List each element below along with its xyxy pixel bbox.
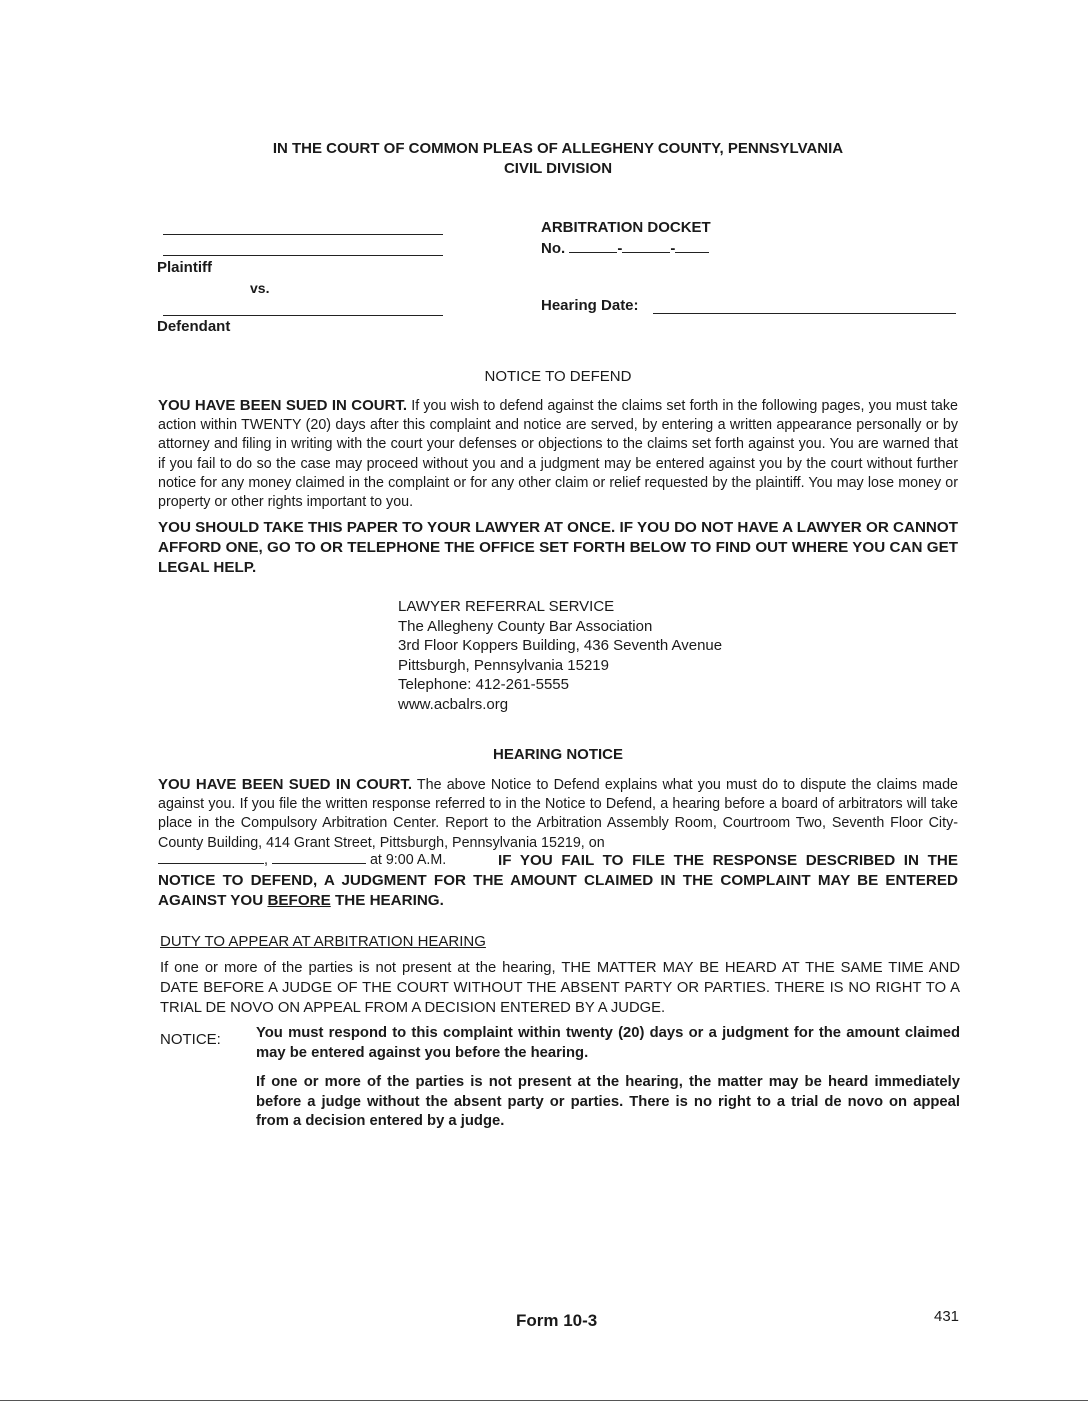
defendant-label: Defendant [157,318,231,335]
hearing-warning-before: BEFORE [267,892,331,909]
notice-body-text: If you wish to defend against the claims set forth in the following pages, you must take action within TWENTY (20) days after this complaint and notice are served, by entering a written appearance personally or by attorney and filing in writing with the court your defenses or objections to the claims set forth against you. You are warned that if you fail to do so the case may proceed without you and a judgment may be entered against you by the court without further notice for any money claimed in the complaint or for any other claim or relief requested by the plaintiff. You may lose money or property or other rights important to you. [158,398,958,511]
notice-para-2: If one or more of the parties is not present at the hearing, the matter may be heard immediately before a judge without the absent party or parties. There is no right to a trial de novo on appeal from a decision entered by a judge. [256,1074,960,1129]
referral-phone: Telephone: 412-261-5555 [398,676,569,694]
notice-to-defend-body [158,396,958,512]
hearing-warning-part1: IF YOU FAIL TO FILE THE RESPONSE DESCRIBED IN THE NOTICE TO DEFEND, A JUDGMENT FOR THE AMOUNT CLAIMED IN THE COMPLAINT MAY BE ENTERED AGAINST YOU [158,852,958,909]
hearing-lead: YOU HAVE BEEN SUED IN COURT. [158,776,413,793]
notice-lead: YOU HAVE BEEN SUED IN COURT. [158,397,408,414]
duty-title: DUTY TO APPEAR AT ARBITRATION HEARING [160,933,486,950]
court-division: CIVIL DIVISION [503,160,613,177]
hearing-date-label: Hearing Date: [541,297,639,314]
duty-body [160,958,960,1018]
duty-body-lead: If one or more of the parties is not present at the hearing, [160,960,556,976]
referral-street: 3rd Floor Koppers Building, 436 Seventh Avenue [398,637,723,655]
notice-para-1: You must respond to this complaint within twenty (20) days or a judgment for the amount claimed may be entered against you before the hearing. [256,1025,960,1061]
referral-org: The Allegheny County Bar Association [398,617,653,635]
docket-field-1[interactable] [569,240,617,253]
referral-address [398,597,722,715]
hearing-comma: , [264,852,268,868]
page-number: 431 [934,1308,960,1325]
docket-sep-2: - [670,240,676,257]
docket-number [541,240,709,257]
hearing-date-line[interactable] [653,313,956,314]
docket-field-2[interactable] [622,240,670,253]
plaintiff-line-1[interactable] [163,234,443,235]
referral-name: LAWYER REFERRAL SERVICE [398,598,615,615]
docket-sep-1: - [617,240,623,257]
vs-label: vs. [250,280,270,296]
docket-no-label: No. [541,240,566,257]
hearing-notice-title: HEARING NOTICE [492,746,623,763]
page-bottom-rule [0,1400,1088,1401]
defendant-line[interactable] [163,315,443,316]
hearing-body-text: The above Notice to Defend explains what you must do to dispute the claims made against you. If you file the written response referred to in the Notice to Defend, a hearing before a board of arbitrators will take place in the Compulsory Arbitration Center. Report to the Arbitration Assembly Room, Courtroom Two, Seventh Floor City-County Building, 414 Grant Street, Pittsburgh, Pennsylvania 15219, on [158,777,959,851]
court-title: IN THE COURT OF COMMON PLEAS OF ALLEGHENY COUNTY, PENNSYLVANIA [272,140,844,157]
referral-web: www.acbalrs.org [398,695,509,713]
notice-to-defend-title: NOTICE TO DEFEND [484,368,632,385]
notice-label: NOTICE: [160,1031,221,1048]
plaintiff-line-2[interactable] [163,255,443,256]
form-number: Form 10-3 [516,1311,598,1330]
duty-body-caps: THE MATTER MAY BE HEARD AT THE SAME TIME AND DATE BEFORE A JUDGE OF THE COURT WITHOUT THE ABSENT PARTY OR PARTIES. THERE IS NO RIGHT TO A TRIAL DE NOVO ON APPEAL FROM A DECISION ENTERED BY A JUDGE. [160,960,961,1016]
referral-city: Pittsburgh, Pennsylvania 15219 [398,656,609,674]
lawyer-warning: YOU SHOULD TAKE THIS PAPER TO YOUR LAWYER AT ONCE. IF YOU DO NOT HAVE A LAWYER OR CANNOT AFFORD ONE, GO TO OR TELEPHONE THE OFFICE SET FORTH BELOW TO FIND OUT WHERE YOU CAN GET LEGAL HELP. [158,519,958,576]
docket-field-3[interactable] [675,240,709,253]
plaintiff-label: Plaintiff [157,259,212,276]
docket-title: ARBITRATION DOCKET [541,219,711,236]
hearing-warning-part2: THE HEARING. [334,892,444,909]
hearing-warning [158,851,958,911]
hearing-time: at 9:00 A.M. [369,852,447,868]
hearing-notice-body [158,775,958,853]
